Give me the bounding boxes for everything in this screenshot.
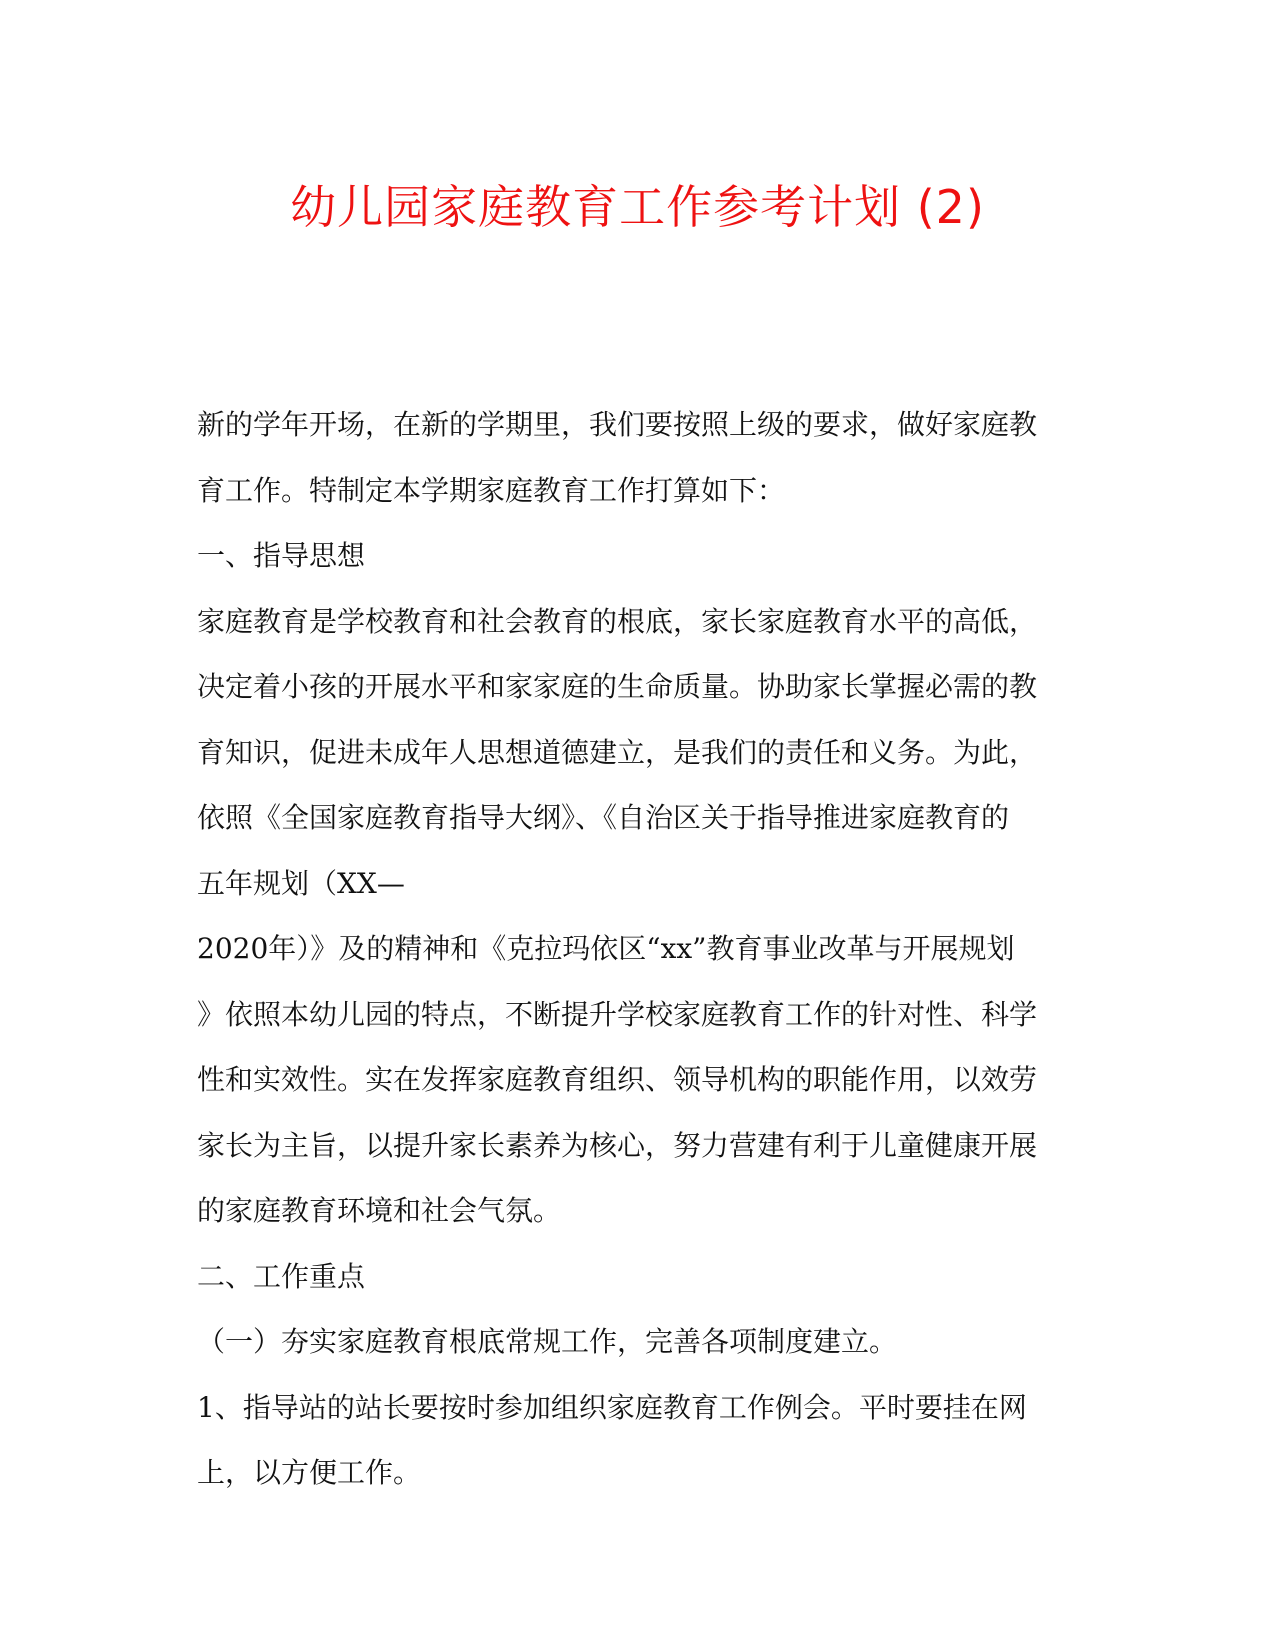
document-title: 幼儿园家庭教育工作参考计划 (2) bbox=[290, 180, 985, 234]
body-line: 的家庭教育环境和社会气氛。 bbox=[197, 1194, 562, 1227]
list-item-continuation: 上，以方便工作。 bbox=[197, 1456, 422, 1489]
body-line: 依照《全国家庭教育指导大纲》、《自治区关于指导推进家庭教育的 bbox=[197, 801, 1010, 834]
body-line: 家庭教育是学校教育和社会教育的根底，家长家庭教育水平的高低， bbox=[197, 604, 1038, 638]
body-line: 家长为主旨，以提升家长素养为核心，努力营建有利于儿童健康开展 bbox=[197, 1128, 1038, 1162]
list-item: 1、指导站的站长要按时参加组织家庭教育工作例会。平时要挂在网 bbox=[197, 1390, 1027, 1424]
body-line: 育工作。特制定本学期家庭教育工作打算如下： bbox=[197, 473, 786, 507]
body-line: 决定着小孩的开展水平和家家庭的生命质量。协助家长掌握必需的教 bbox=[197, 670, 1038, 703]
body-line: 2020年）》及的精神和《克拉玛依区“xx”教育事业改革与开展规划 bbox=[197, 932, 1015, 965]
subsection-heading: （一）夯实家庭教育根底常规工作，完善各项制度建立。 bbox=[197, 1325, 898, 1358]
body-line: 》依照本幼儿园的特点，不断提升学校家庭教育工作的针对性、科学 bbox=[197, 997, 1038, 1031]
body-line: 育知识，促进未成年人思想道德建立，是我们的责任和义务。为此， bbox=[197, 735, 1038, 769]
section-heading: 二、工作重点 bbox=[197, 1259, 366, 1293]
body-line: 五年规划（XX— bbox=[197, 866, 405, 900]
section-heading: 一、指导思想 bbox=[197, 539, 366, 572]
body-line: 性和实效性。实在发挥家庭教育组织、领导机构的职能作用，以效劳 bbox=[197, 1063, 1038, 1096]
document-body bbox=[197, 392, 1077, 1506]
body-line: 新的学年开场，在新的学期里，我们要按照上级的要求，做好家庭教 bbox=[197, 408, 1038, 441]
